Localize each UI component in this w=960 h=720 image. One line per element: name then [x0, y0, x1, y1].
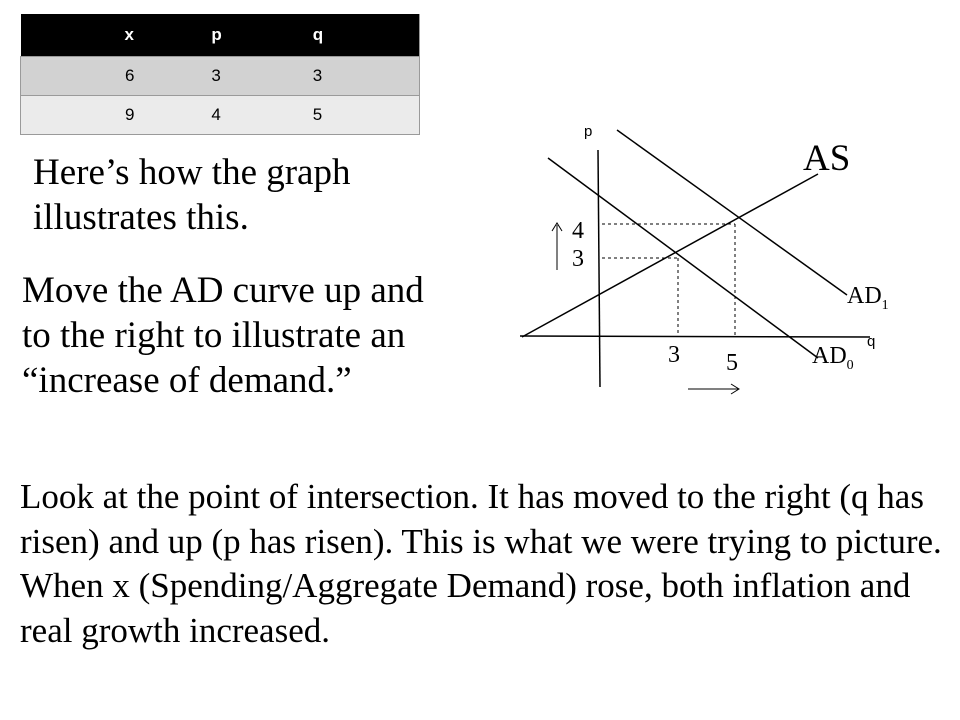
cell-x: 6 [21, 57, 212, 96]
as-curve [522, 174, 818, 337]
p-axis-label: p [584, 123, 593, 140]
ad0-label-main: AD [812, 343, 847, 369]
cell-x: 9 [21, 96, 212, 135]
cell-p: 3 [211, 57, 312, 96]
table-header-row [21, 14, 420, 57]
cell-q: 3 [313, 57, 420, 96]
explanation-text: Look at the point of intersection. It has moved to the right (q has risen) and up (p has risen). This is what we were trying to picture. When x (Spending/Aggregate Demand) rose, both inflation and real growth increased. [20, 477, 942, 650]
ad0-label [812, 343, 854, 373]
q-axis-label: q [867, 333, 876, 350]
ad0-curve [548, 158, 818, 358]
cell-q: 5 [313, 96, 420, 135]
header-q: q [313, 14, 420, 57]
ad0-label-sub: 0 [846, 358, 854, 373]
data-table [20, 14, 420, 135]
as-label: AS [803, 138, 851, 179]
header-x: x [21, 14, 212, 57]
q-tick-low: 3 [668, 342, 680, 368]
ad-as-graph [500, 100, 920, 405]
ad1-label-sub: 1 [881, 298, 889, 313]
heading-text: Here’s how the graph illustrates this. [33, 152, 351, 238]
table-row [21, 96, 420, 135]
table-row [21, 57, 420, 96]
p-tick-low: 3 [572, 246, 584, 272]
q-tick-high: 5 [726, 350, 738, 376]
q-axis [520, 336, 870, 337]
p-axis [598, 150, 600, 387]
ad1-label-main: AD [847, 283, 882, 309]
instruction-text: Move the AD curve up and to the right to illustrate an “increase of demand.” [22, 270, 424, 401]
p-tick-high: 4 [572, 218, 584, 244]
cell-p: 4 [211, 96, 312, 135]
ad1-label [847, 283, 889, 313]
header-p: p [211, 14, 312, 57]
